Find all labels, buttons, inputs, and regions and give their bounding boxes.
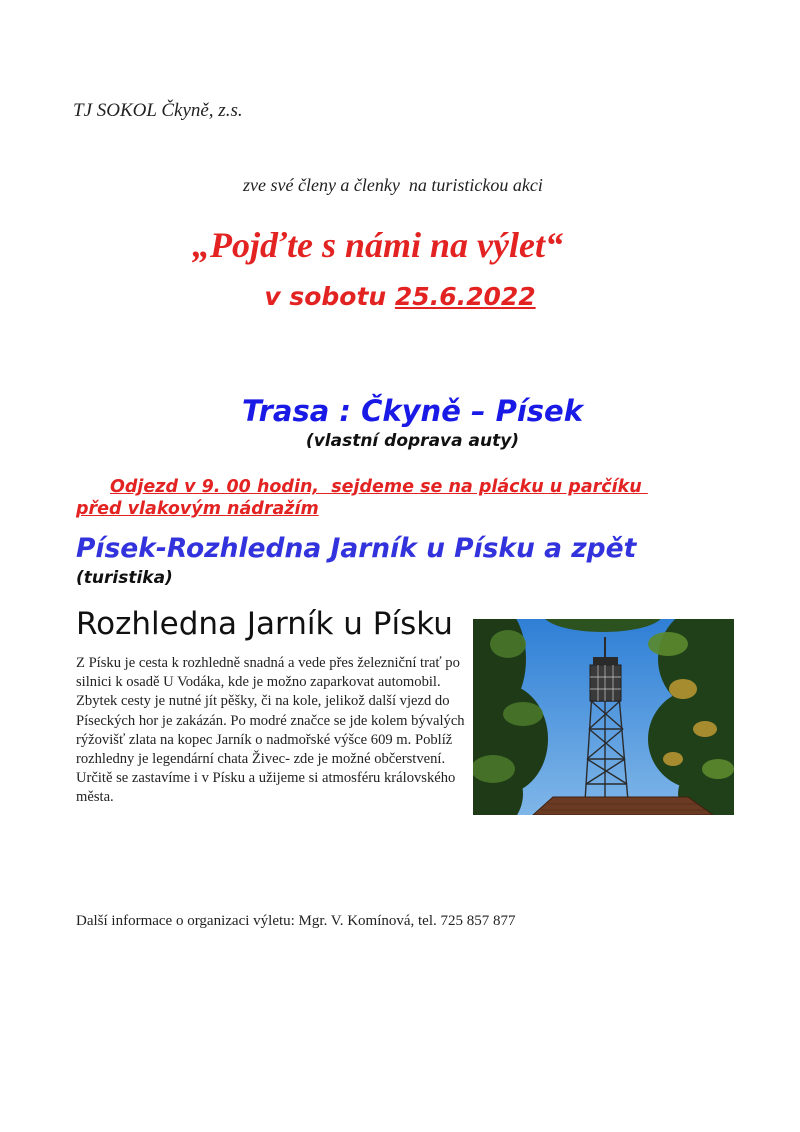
section-heading: Rozhledna Jarník u Písku: [76, 606, 453, 642]
departure-info: [76, 476, 716, 520]
lookout-tower-photo: [473, 619, 734, 815]
event-date-line: [0, 282, 800, 311]
organization-name: TJ SOKOL Čkyně, z.s.: [73, 100, 243, 121]
hike-note: (turistika): [76, 568, 173, 588]
event-title: „Pojďte s námi na výlet“: [192, 225, 563, 265]
route-note: (vlastní doprava auty): [305, 431, 520, 451]
date-prefix: v sobotu: [264, 282, 395, 311]
departure-line-2: před vlakovým nádražím: [76, 499, 319, 519]
hike-title: Písek-Rozhledna Jarník u Písku a zpět: [76, 533, 637, 564]
departure-line-1: Odjezd v 9. 00 hodin, sejdeme se na plácku u parčíku: [110, 477, 648, 497]
event-date: 25.6.2022: [394, 282, 536, 311]
invitation-text: zve své členy a členky na turistickou akci: [243, 175, 543, 195]
description-paragraph: Z Písku je cesta k rozhledně snadná a vede přes železniční trať po silnici k osadě U Vodáka, kde je možno zaparkovat automobil. Zbytek cesty je nutné jít pěšky, či na kole, jelikož další vjezd do Píseckých hor je zakázán. Po modré značce se jde kolem bývalých rýžovišť zlata na kopec Jarník o nadmořské výšce 609 m. Poblíž rozhledny je legendární chata Živec- zde je možné občerstvení. Určitě se zastavíme i v Písku a užijeme si atmosféru královského města.: [76, 655, 465, 806]
route-title: Trasa : Čkyně – Písek: [242, 394, 583, 428]
contact-info: Další informace o organizaci výletu: Mgr. V. Komínová, tel. 725 857 877: [76, 913, 516, 929]
